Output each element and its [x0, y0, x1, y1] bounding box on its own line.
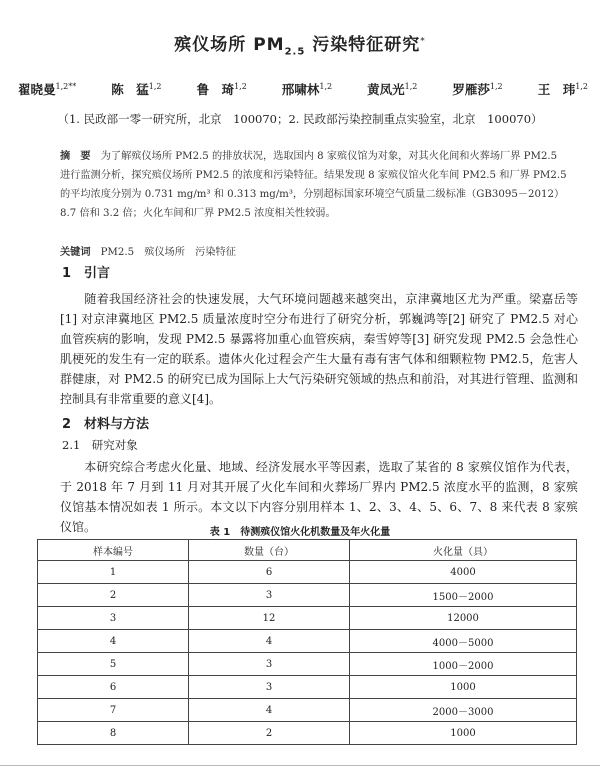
table-cell: 1000 [350, 722, 577, 745]
author: 王 玮$^{1,2}$ [537, 81, 588, 97]
author: 翟晓曼$^{1,2**}$ [18, 81, 77, 97]
table-cell: 4000 [350, 561, 577, 584]
paper-title: 殡仪场所 $PM_{2.5}$ 污染特征研究* [174, 35, 426, 58]
table-cell: 2 [38, 584, 189, 607]
keywords-label: 关键词 [60, 247, 91, 258]
page-divider [0, 765, 600, 766]
table-cell: 6 [38, 676, 189, 699]
abstract-label: 摘 要 [60, 151, 91, 162]
table-row [38, 676, 577, 699]
author: 黄凤光$^{1,2}$ [367, 81, 418, 97]
table-cell: 3 [189, 676, 350, 699]
table-row [38, 699, 577, 722]
table-cell: 1 [38, 561, 189, 584]
table-cell: 1500－2000 [350, 584, 577, 607]
table-header-row [38, 540, 577, 561]
author: 罗雁莎$^{1,2}$ [452, 81, 503, 97]
table-header-cell: 样本编号 [38, 540, 189, 561]
table-row [38, 722, 577, 745]
table-cell: 6 [189, 561, 350, 584]
table-row [38, 584, 577, 607]
table-row [38, 630, 577, 653]
author: 陈 猛$^{1,2}$ [111, 81, 162, 97]
table-cell: 2 [189, 722, 350, 745]
keywords-text: PM2.5 殡仪场所 污染特征 [100, 247, 236, 258]
keywords [60, 243, 568, 258]
table-row [38, 653, 577, 676]
table-header-cell: 数量（台） [189, 540, 350, 561]
table-cell: 12 [189, 607, 350, 630]
methods-paragraph: 本研究综合考虑火化量、地域、经济发展水平等因素，选取了某省的 8 家殡仪馆作为代表，于 2018 年 7 月到 11 月对其开展了火化车间和火葬场厂界内 PM2.5 浓度水平的监测，8 家殡仪馆基本情况如表 1 所示。本文以下内容分别用样本 1、2、3、4、5、6、7、8 来代表 8 家殡仪馆。 [60, 460, 578, 534]
table-row [38, 561, 577, 584]
table-cell: 4 [38, 630, 189, 653]
intro-paragraph: 随着我国经济社会的快速发展，大气环境问题越来越突出，京津冀地区尤为严重。梁嘉岳等[1] 对京津冀地区 PM2.5 质量浓度时空分布进行了研究分析，郭巍鸿等[2] 研究了 PM2.5 对心血管疾病的影响，发现 PM2.5 暴露将加重心血管疾病，秦雪婷等[3] 研究发现 PM2.5 会急性心肌梗死的发生有一定的联系。遗体火化过程会产生大量有毒有害气体和细颗粒物 PM2.5，危害人群健康，对 PM2.5 的研究已成为国际上大气污染研究领域的热点和前沿，对其进行管理、监测和控制具有非常重要的意义[4]。 [60, 292, 578, 406]
table-header-cell: 火化量（具） [350, 540, 577, 561]
affiliation: （1. 民政部一零一研究所，北京 100070；2. 民政部污染控制重点实验室，北京 100070） [57, 112, 543, 126]
table-cell: 2000－3000 [350, 699, 577, 722]
table-caption: 表 1 待测殡仪馆火化机数量及年火化量 [209, 527, 391, 538]
author: 邢啸林$^{1,2}$ [281, 81, 333, 97]
abstract [60, 147, 568, 223]
table-cell: 3 [189, 584, 350, 607]
section-heading-intro: 1 引言 [62, 266, 111, 281]
abstract-text: 为了解殡仪场所 PM2.5 的排放状况，选取国内 8 家殡仪馆为对象，对其火化间和火葬场厂界 PM2.5 进行监测分析，探究殡仪场所 PM2.5 的浓度和污染特征。结果发现 8 家殡仪馆火化车间 PM2.5 和厂界 PM2.5 的平均浓度分别为 0.731 mg/m³ 和 0.313 mg/m³，分别超标国家环境空气质量二级标准（GB3095－2012）8.7 倍和 3.2 倍；火化车间和厂界 PM2.5 浓度相关性较弱。 [60, 151, 567, 219]
table-cell: 4000－5000 [350, 630, 577, 653]
author-list [18, 80, 588, 98]
table-cell: 1000－2000 [350, 653, 577, 676]
table-cell: 5 [38, 653, 189, 676]
table-cell: 12000 [350, 607, 577, 630]
author: 鲁 琦$^{1,2}$ [196, 81, 247, 97]
table-cell: 1000 [350, 676, 577, 699]
data-table [37, 539, 577, 745]
table-cell: 8 [38, 722, 189, 745]
table-cell: 3 [189, 653, 350, 676]
table-cell: 7 [38, 699, 189, 722]
subsection-heading: 2.1 研究对象 [62, 438, 138, 452]
table-row [38, 607, 577, 630]
table-cell: 3 [38, 607, 189, 630]
table-cell: 4 [189, 630, 350, 653]
section-heading-methods: 2 材料与方法 [62, 417, 150, 432]
table-cell: 4 [189, 699, 350, 722]
